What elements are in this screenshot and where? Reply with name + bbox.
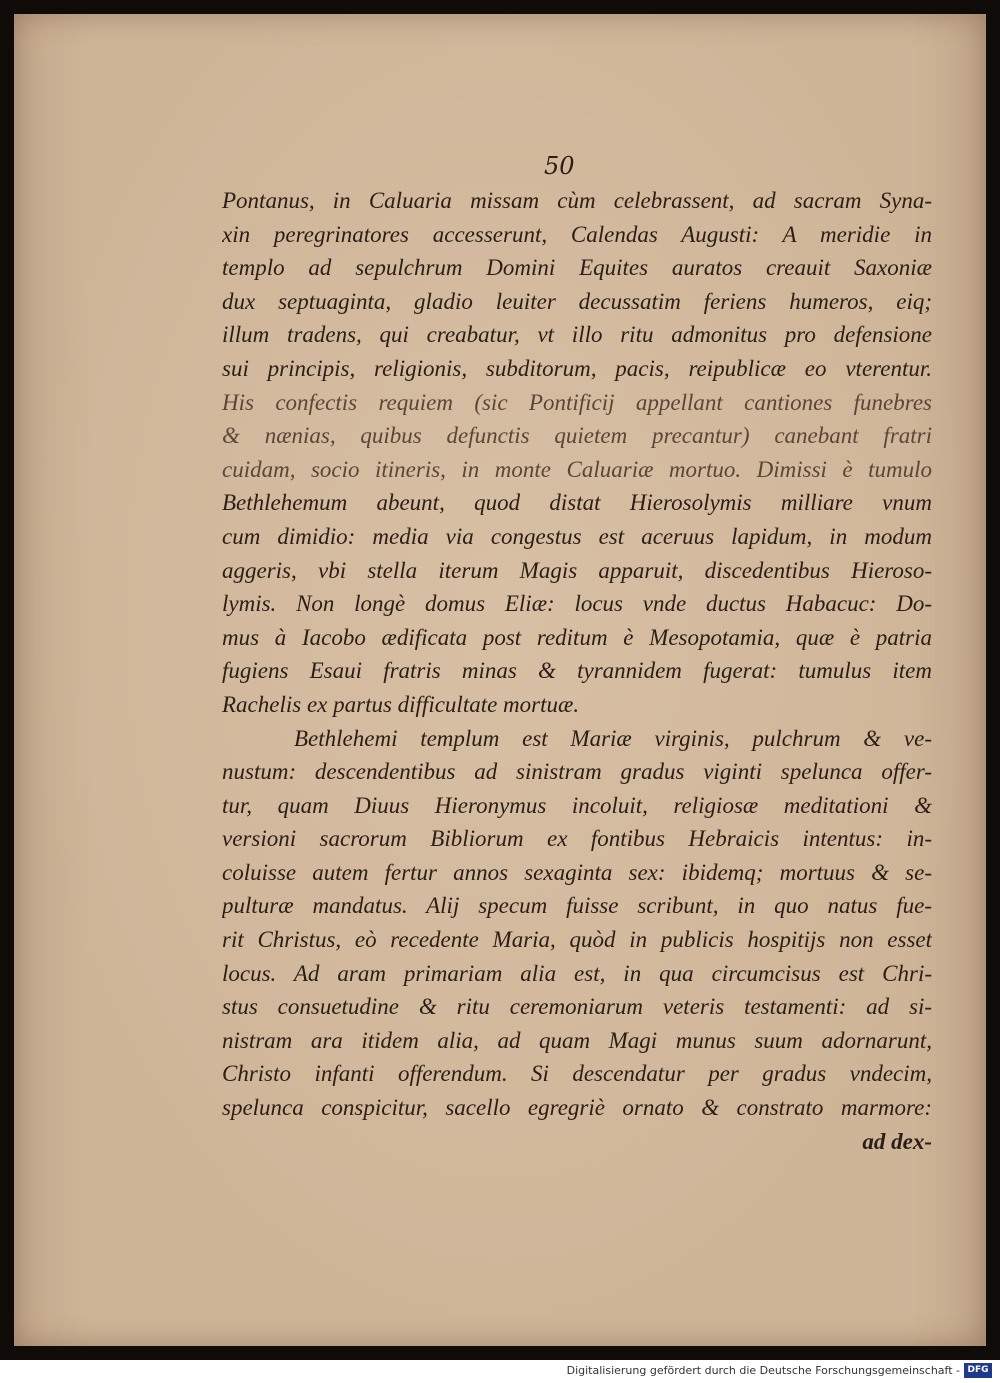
text-line: cum dimidio: media via congestus est aceruus lapidum, in modum bbox=[222, 523, 932, 549]
text-line: fugiens Esaui fratris minas & tyrannidem fugerat: tumulus item bbox=[222, 658, 932, 684]
text-line: cuidam, socio itineris, in monte Caluariæ mortuo. Dimissi è tumulo bbox=[222, 456, 932, 482]
text-line: tur, quam Diuus Hieronymus incoluit, religiosæ meditationi & bbox=[222, 792, 932, 818]
text-line: mus à Iacobo ædificata post reditum è Mesopotamia, quæ è patria bbox=[222, 624, 932, 650]
text-line: dux septuaginta, gladio leuiter decussatim feriens humeros, eiq; bbox=[222, 288, 932, 314]
text-line: templo ad sepulchrum Domini Equites auratos creauit Saxoniæ bbox=[222, 255, 932, 281]
text-line: nustum: descendentibus ad sinistram gradus viginti spelunca offer- bbox=[222, 759, 932, 785]
text-line: lymis. Non longè domus Eliæ: locus vnde ductus Habacuc: Do- bbox=[222, 591, 932, 617]
dfg-logo-icon: DFG bbox=[964, 1363, 992, 1378]
text-line: pulturæ mandatus. Alij specum fuisse scribunt, in quo natus fue- bbox=[222, 893, 932, 919]
text-line: His confectis requiem (sic Pontificij appellant cantiones funebres bbox=[222, 389, 932, 415]
text-line: Bethlehemi templum est Mariæ virginis, pulchrum & ve- bbox=[294, 725, 932, 751]
text-line: Christo infanti offerendum. Si descendatur per gradus vndecim, bbox=[222, 1061, 932, 1087]
footer-bar bbox=[0, 1360, 1000, 1383]
text-line: aggeris, vbi stella iterum Magis apparuit, discedentibus Hieroso- bbox=[222, 557, 932, 583]
funding-credit: Digitalisierung gefördert durch die Deutsche Forschungsgemeinschaft - bbox=[566, 1364, 960, 1377]
text-line: & nænias, quibus defunctis quietem precantur) canebant fratri bbox=[222, 423, 932, 449]
book-page bbox=[14, 14, 986, 1346]
text-line: xin peregrinatores accesserunt, Calendas Augusti: A meridie in bbox=[222, 221, 932, 247]
text-line: rit Christus, eò recedente Maria, quòd in publicis hospitijs non esset bbox=[222, 927, 932, 953]
text-line: stus consuetudine & ritu ceremoniarum veteris testamenti: ad si- bbox=[222, 994, 932, 1020]
catchword: ad dex- bbox=[862, 1128, 932, 1154]
text-line: spelunca conspicitur, sacello egregriè ornato & constrato marmore: bbox=[222, 1095, 932, 1121]
text-line: locus. Ad aram primariam alia est, in qua circumcisus est Chri- bbox=[222, 960, 932, 986]
text-line: sui principis, religionis, subditorum, pacis, reipublicæ eo vterentur. bbox=[222, 355, 932, 381]
text-line: illum tradens, qui creabatur, vt illo ritu admonitus pro defensione bbox=[222, 322, 932, 348]
text-line: Pontanus, in Caluaria missam cùm celebrassent, ad sacram Syna- bbox=[222, 188, 932, 213]
text-line: coluisse autem fertur annos sexaginta sex: ibidemq; mortuus & se- bbox=[222, 859, 932, 885]
text-block bbox=[222, 184, 932, 1158]
page-number: 50 bbox=[544, 152, 575, 180]
text-line: versioni sacrorum Bibliorum ex fontibus Hebraicis intentus: in- bbox=[222, 826, 932, 852]
text-line: Rachelis ex partus difficultate mortuæ. bbox=[222, 691, 580, 717]
text-line: Bethlehemum abeunt, quod distat Hierosolymis milliare vnum bbox=[222, 490, 932, 516]
text-line: nistram ara itidem alia, ad quam Magi munus suum adornarunt, bbox=[222, 1027, 932, 1053]
